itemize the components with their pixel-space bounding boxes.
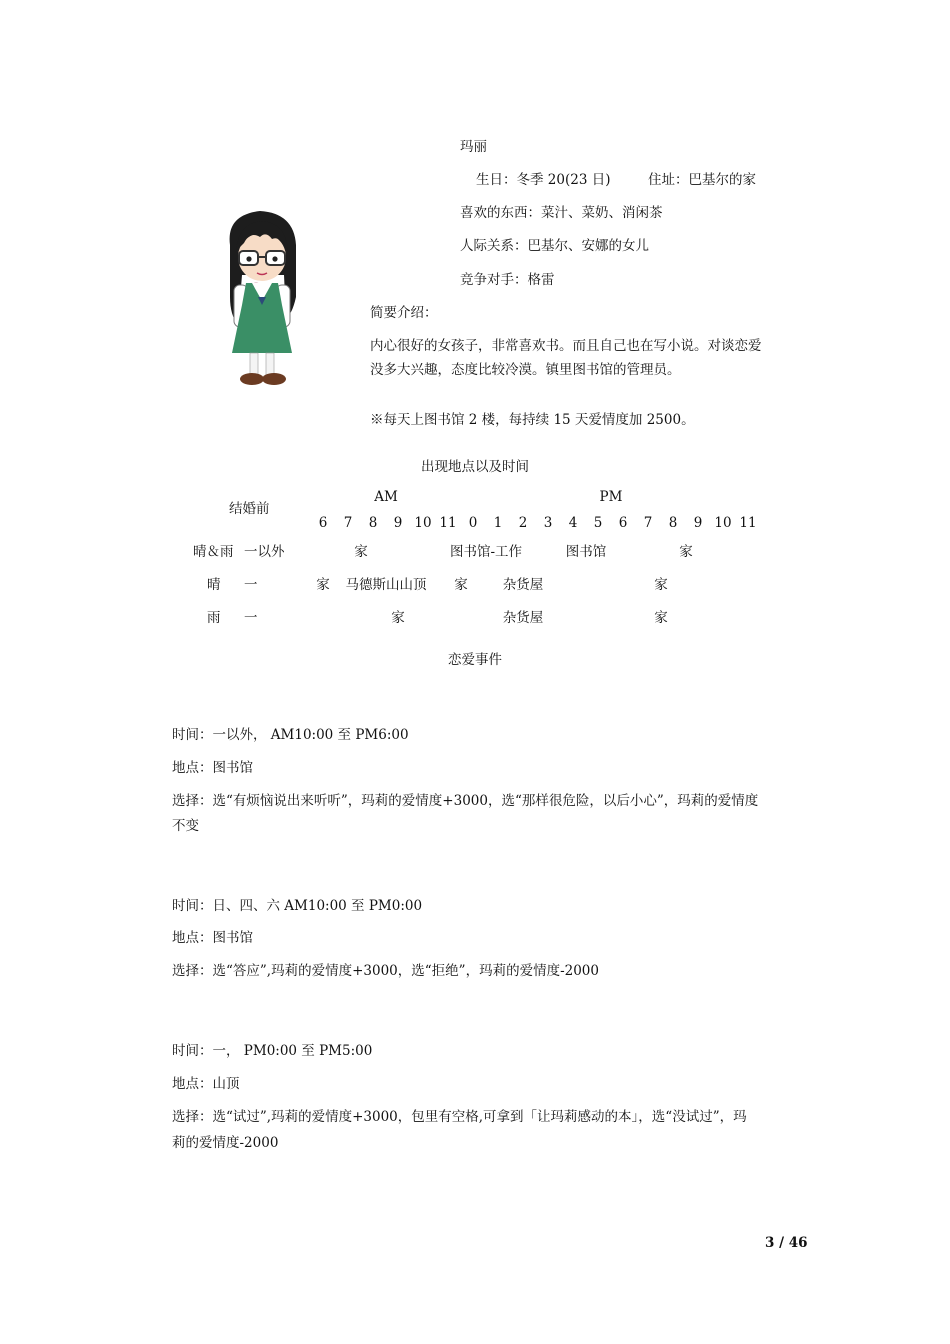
location-cell: 家 [354, 544, 368, 560]
location-cell: 图书馆 [565, 544, 607, 560]
birthday-text: 生日：冬季 20(23 日) [476, 172, 611, 188]
location-cell: 家 [454, 577, 468, 593]
schedule-title: 出现地点以及时间 [421, 459, 529, 475]
event-choice-line1: 选择：选“答应”,玛莉的爱情度+3000，选“拒绝”，玛莉的爱情度-2000 [172, 963, 599, 979]
hour-cell: 11 [739, 515, 757, 531]
event-time: 时间：一以外， AM10:00 至 PM6:00 [172, 727, 409, 743]
hour-cell: 0 [468, 515, 478, 531]
intro-label: 简要介绍： [370, 305, 438, 321]
character-name: 玛丽 [460, 139, 487, 155]
event-time: 时间：日、四、六 AM10:00 至 PM0:00 [172, 898, 423, 914]
hour-cell: 9 [693, 515, 703, 531]
intro-text-line1: 内心很好的女孩子，非常喜欢书。而且自己也在写小说。对谈恋爱 [370, 338, 762, 354]
note-text: ※每天上图书馆 2 楼，每持续 15 天爱情度加 2500。 [370, 412, 695, 428]
event-place: 地点：图书馆 [172, 930, 253, 946]
hour-cell: 7 [343, 515, 353, 531]
hour-cell: 1 [493, 515, 503, 531]
hour-cell: 9 [393, 515, 403, 531]
intro-text-line2: 没多大兴趣，态度比较冷漠。镇里图书馆的管理员。 [370, 362, 681, 378]
hour-cell: 10 [714, 515, 732, 531]
weather-cell: 雨 [207, 610, 221, 626]
likes-text: 喜欢的东西：菜汁、菜奶、消闲茶 [460, 205, 663, 221]
address-text: 住址：巴基尔的家 [648, 172, 756, 188]
location-cell: 家 [654, 577, 668, 593]
rival-text: 竞争对手：格雷 [460, 272, 555, 288]
event-choice-line1: 选择：选“试过”,玛莉的爱情度+3000，包里有空格,可拿到「让玛莉感动的本」，选“没试过”，玛 [172, 1109, 747, 1125]
location-cell: 家 [654, 610, 668, 626]
hour-cell: 6 [318, 515, 328, 531]
location-cell: 家 [391, 610, 405, 626]
hour-cell: 7 [643, 515, 653, 531]
events-title: 恋爱事件 [448, 652, 502, 668]
weather-cell: 晴 [207, 577, 221, 593]
hour-cell: 10 [414, 515, 432, 531]
event-time: 时间：一， PM0:00 至 PM5:00 [172, 1043, 373, 1059]
hour-cell: 4 [568, 515, 578, 531]
event-place: 地点：山顶 [172, 1076, 240, 1092]
hour-cell: 5 [593, 515, 603, 531]
location-cell: 家 [316, 577, 330, 593]
schedule-header-label: 结婚前 [229, 501, 270, 517]
day-cell: 一以外 [244, 544, 285, 560]
am-label: AM [374, 489, 398, 505]
event-choice-line2: 莉的爱情度-2000 [172, 1135, 279, 1151]
location-cell: 家 [679, 544, 693, 560]
page-number: 3 / 46 [765, 1235, 808, 1251]
mary-character-illustration [222, 205, 302, 391]
weather-cell: 晴＆雨 [193, 544, 234, 560]
hour-cell: 11 [439, 515, 457, 531]
location-cell: 马德斯山山顶 [345, 577, 427, 593]
hour-cell: 8 [668, 515, 678, 531]
hour-cell: 8 [368, 515, 378, 531]
location-cell: 杂货屋 [502, 610, 544, 626]
event-choice-line1: 选择：选“有烦恼说出来听听”，玛莉的爱情度+3000，选“那样很危险，以后小心”，玛莉的爱情度 [172, 793, 759, 809]
hour-cell: 6 [618, 515, 628, 531]
event-choice-line2: 不变 [172, 818, 199, 834]
day-cell: 一 [244, 577, 258, 593]
hour-cell: 2 [518, 515, 528, 531]
relations-text: 人际关系：巴基尔、安娜的女儿 [460, 238, 649, 254]
day-cell: 一 [244, 610, 258, 626]
hour-cell: 3 [543, 515, 553, 531]
location-cell: 图书馆-工作 [449, 544, 523, 560]
pm-label: PM [599, 489, 623, 505]
location-cell: 杂货屋 [502, 577, 544, 593]
event-place: 地点：图书馆 [172, 760, 253, 776]
